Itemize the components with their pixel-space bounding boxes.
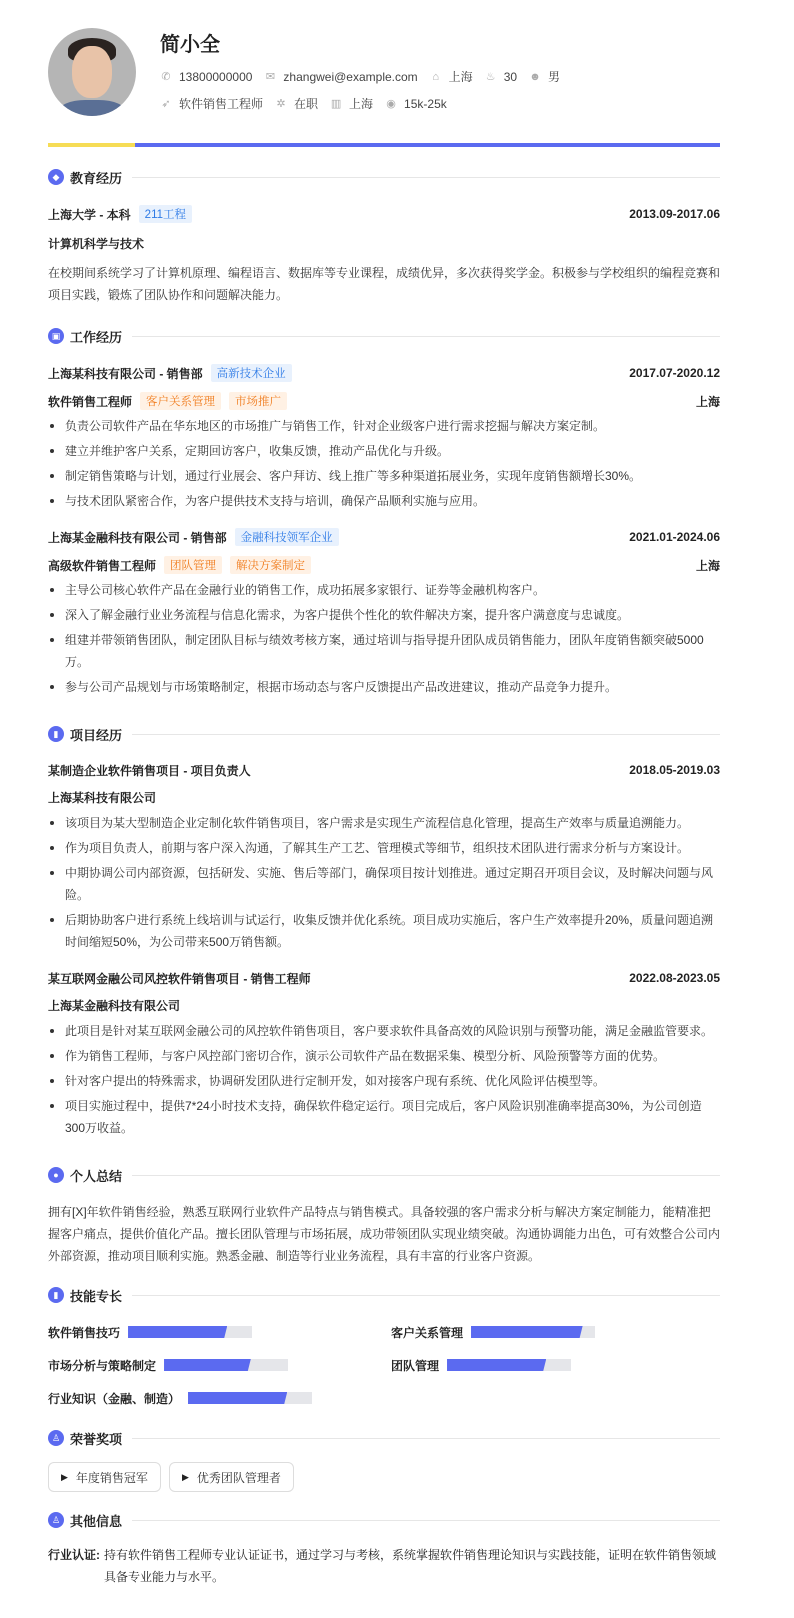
skill-item bbox=[48, 1388, 391, 1408]
major: 计算机科学与技术 bbox=[48, 237, 145, 251]
award-name: 年度销售冠军 bbox=[75, 1470, 148, 1485]
bullet: 该项目为某大型制造企业定制化软件销售项目，客户需求是实现生产流程信息化管理，提高生产效率与质量追溯能力。 bbox=[48, 812, 720, 834]
resume bbox=[48, 0, 720, 1588]
project-company: 上海某金融科技有限公司 bbox=[48, 999, 181, 1013]
location: 上海 bbox=[448, 70, 473, 84]
role-tag: 团队管理 bbox=[164, 556, 222, 574]
work-item bbox=[48, 363, 720, 512]
company: 上海某金融科技有限公司 - 销售部 bbox=[48, 530, 227, 545]
status-icon: ✲ bbox=[276, 98, 286, 110]
bullet: 负责公司软件产品在华东地区的市场推广与销售工作，针对企业级客户进行需求挖掘与解决方案定制。 bbox=[48, 415, 720, 437]
project-company: 上海某科技有限公司 bbox=[48, 791, 157, 805]
project-name: 某制造企业软件销售项目 - 项目负责人 bbox=[48, 763, 251, 778]
project-date: 2022.08-2023.05 bbox=[629, 971, 720, 985]
company-tag: 金融科技领军企业 bbox=[235, 528, 339, 546]
bullet: 中期协调公司内部资源，包括研发、实施、售后等部门，确保项目按计划推进。通过定期召开项目会议，及时解决问题与风险。 bbox=[48, 862, 720, 906]
skill-item bbox=[48, 1322, 391, 1342]
project-item bbox=[48, 760, 720, 953]
other-text: 持有软件销售工程师专业认证证书，通过学习与考核，系统掌握软件销售理论知识与实践技能，证明在软件销售领域具备专业能力与水平。 bbox=[104, 1548, 717, 1584]
bullet: 主导公司核心软件产品在金融行业的销售工作，成功拓展多家银行、证券等金融机构客户。 bbox=[48, 579, 720, 601]
role-tag: 客户关系管理 bbox=[140, 392, 221, 410]
section-title: 项目经历 bbox=[70, 727, 123, 743]
skill-name: 客户关系管理 bbox=[391, 1325, 464, 1340]
job-title: 软件销售工程师 bbox=[179, 97, 264, 111]
section-skills bbox=[48, 1285, 720, 1305]
section-title: 工作经历 bbox=[70, 329, 123, 345]
bullet: 后期协助客户进行系统上线培训与试运行，收集反馈并优化系统。项目成功实施后，客户生产效率提升20%，质量问题追溯时间缩短50%，为公司带来500万销售额。 bbox=[48, 909, 720, 953]
contact-row bbox=[160, 68, 572, 85]
skill-bar bbox=[188, 1392, 312, 1404]
bullet: 制定销售策略与计划，通过行业展会、客户拜访、线上推广等多种渠道拓展业务，实现年度销售额增长30%。 bbox=[48, 465, 720, 487]
skill-item bbox=[48, 1355, 391, 1375]
summary-text: 拥有[X]年软件销售经验，熟悉互联网行业软件产品特点与销售模式。具备较强的客户需求分析与解决方案定制能力，能精准把握客户痛点，提供价值化产品。擅长团队管理与市场拓展，成功带领团队实现业绩突破。沟通协调能力出色，可有效整合公司内外部资源，推动项目顺利实施。熟悉金融、制造等行业业务流程，具有丰富的行业客户资源。 bbox=[48, 1205, 721, 1263]
certification bbox=[48, 1544, 720, 1588]
bullet: 组建并带领销售团队，制定团队目标与绩效考核方案，通过培训与指导提升团队成员销售能力，团队年度销售额突破5000万。 bbox=[48, 629, 720, 673]
home-icon: ⌂ bbox=[432, 70, 439, 83]
bullet: 此项目是针对某互联网金融公司的风控软件销售项目，客户要求软件具备高效的风险识别与预警功能，满足金融监管要求。 bbox=[48, 1020, 720, 1042]
salary-icon: ◉ bbox=[386, 98, 396, 110]
skill-item bbox=[391, 1322, 720, 1342]
skill-name: 团队管理 bbox=[391, 1358, 440, 1373]
skill-bar-fill bbox=[128, 1326, 227, 1338]
user-icon: ● bbox=[48, 1167, 64, 1183]
skill-bar-fill bbox=[188, 1392, 287, 1404]
skill-name: 行业知识（金融、制造） bbox=[48, 1391, 181, 1406]
send-icon: ➶ bbox=[161, 98, 171, 110]
phone-icon: ✆ bbox=[161, 71, 171, 83]
section-summary bbox=[48, 1165, 720, 1185]
target-city: 上海 bbox=[349, 97, 374, 111]
candidate-name: 简小全 bbox=[160, 34, 220, 56]
job-row bbox=[160, 95, 459, 112]
school: 上海大学 - 本科 bbox=[48, 207, 131, 222]
role: 软件销售工程师 bbox=[48, 394, 133, 409]
header-divider bbox=[48, 143, 720, 147]
education-desc: 在校期间系统学习了计算机原理、编程语言、数据库等专业课程，成绩优异，多次获得奖学金。积极参与学校组织的编程竞赛和项目实践，锻炼了团队协作和问题解决能力。 bbox=[48, 266, 721, 302]
role-tag: 市场推广 bbox=[229, 392, 287, 410]
phone: 13800000000 bbox=[179, 69, 253, 84]
section-work bbox=[48, 326, 720, 346]
role-tag: 解决方案制定 bbox=[230, 556, 311, 574]
skill-bar bbox=[447, 1359, 571, 1371]
section-other bbox=[48, 1510, 720, 1530]
section-title: 荣誉奖项 bbox=[70, 1431, 123, 1447]
education-date: 2013.09-2017.06 bbox=[629, 207, 720, 221]
award-chip bbox=[169, 1462, 294, 1492]
building-icon: ▥ bbox=[330, 98, 342, 110]
graduation-icon: ◆ bbox=[48, 169, 64, 185]
project-name: 某互联网金融公司风控软件销售项目 - 销售工程师 bbox=[48, 971, 311, 986]
info-icon: ♙ bbox=[48, 1512, 64, 1528]
award-chip bbox=[48, 1462, 161, 1492]
section-awards bbox=[48, 1428, 720, 1448]
cake-icon: ♨ bbox=[485, 71, 496, 83]
other-label: 行业认证: bbox=[48, 1548, 100, 1562]
gender: 男 bbox=[548, 70, 561, 84]
bullet: 项目实施过程中，提供7*24小时技术支持，确保软件稳定运行。项目完成后，客户风险识别准确率提高30%，为公司创造300万收益。 bbox=[48, 1095, 720, 1139]
company-tag: 高新技术企业 bbox=[211, 364, 292, 382]
mail-icon: ✉ bbox=[265, 71, 276, 83]
bullet: 与技术团队紧密合作，为客户提供技术支持与培训，确保产品顺利实施与应用。 bbox=[48, 490, 720, 512]
school-tag: 211工程 bbox=[139, 205, 192, 223]
work-city: 上海 bbox=[695, 558, 720, 573]
avatar bbox=[48, 28, 136, 116]
role: 高级软件销售工程师 bbox=[48, 558, 157, 573]
bullet: 深入了解金融行业业务流程与信息化需求，为客户提供个性化的软件解决方案，提升客户满意度与忠诚度。 bbox=[48, 604, 720, 626]
section-title: 其他信息 bbox=[70, 1513, 123, 1529]
email: zhangwei@example.com bbox=[283, 69, 418, 84]
section-education bbox=[48, 167, 720, 187]
skill-bar-fill bbox=[471, 1326, 583, 1338]
triangle-icon: ▶ bbox=[181, 1471, 189, 1482]
section-title: 教育经历 bbox=[70, 170, 123, 186]
work-item bbox=[48, 527, 720, 698]
age: 30 bbox=[503, 69, 518, 84]
skill-item bbox=[391, 1355, 720, 1375]
skill-bar bbox=[471, 1326, 595, 1338]
award-name: 优秀团队管理者 bbox=[196, 1470, 281, 1485]
bar-chart-icon: ▮ bbox=[48, 1287, 64, 1303]
company: 上海某科技有限公司 - 销售部 bbox=[48, 366, 203, 381]
section-title: 技能专长 bbox=[70, 1288, 123, 1304]
project-date: 2018.05-2019.03 bbox=[629, 763, 720, 777]
bullet: 作为项目负责人，前期与客户深入沟通，了解其生产工艺、管理模式等细节，组织技术团队进行需求分析与方案设计。 bbox=[48, 837, 720, 859]
skill-bar-fill bbox=[447, 1359, 546, 1371]
briefcase-icon: ▣ bbox=[48, 328, 64, 344]
job-status: 在职 bbox=[294, 97, 319, 111]
skill-bar bbox=[164, 1359, 288, 1371]
skill-bar-fill bbox=[164, 1359, 251, 1371]
skill-name: 软件销售技巧 bbox=[48, 1325, 121, 1340]
section-title: 个人总结 bbox=[70, 1168, 123, 1184]
bullet: 作为销售工程师，与客户风控部门密切合作，演示公司软件产品在数据采集、模型分析、风险预警等方面的优势。 bbox=[48, 1045, 720, 1067]
award-icon: ♙ bbox=[48, 1430, 64, 1446]
work-city: 上海 bbox=[695, 394, 720, 409]
bullet: 参与公司产品规划与市场策略制定，根据市场动态与客户反馈提出产品改进建议，推动产品竞争力提升。 bbox=[48, 676, 720, 698]
section-projects bbox=[48, 724, 720, 744]
work-date: 2017.07-2020.12 bbox=[629, 366, 720, 380]
bullet: 建立并维护客户关系，定期回访客户，收集反馈，推动产品优化与升级。 bbox=[48, 440, 720, 462]
header bbox=[48, 0, 720, 143]
skill-bar bbox=[128, 1326, 252, 1338]
gender-icon: ☻ bbox=[529, 70, 541, 83]
salary: 15k-25k bbox=[404, 96, 447, 111]
work-date: 2021.01-2024.06 bbox=[629, 530, 720, 544]
project-item bbox=[48, 968, 720, 1139]
bullet: 针对客户提出的特殊需求，协调研发团队进行定制开发，如对接客户现有系统、优化风险评估模型等。 bbox=[48, 1070, 720, 1092]
chart-icon: ▮ bbox=[48, 726, 64, 742]
skill-name: 市场分析与策略制定 bbox=[48, 1358, 157, 1373]
triangle-icon: ▶ bbox=[61, 1471, 68, 1482]
education-row bbox=[48, 204, 720, 224]
